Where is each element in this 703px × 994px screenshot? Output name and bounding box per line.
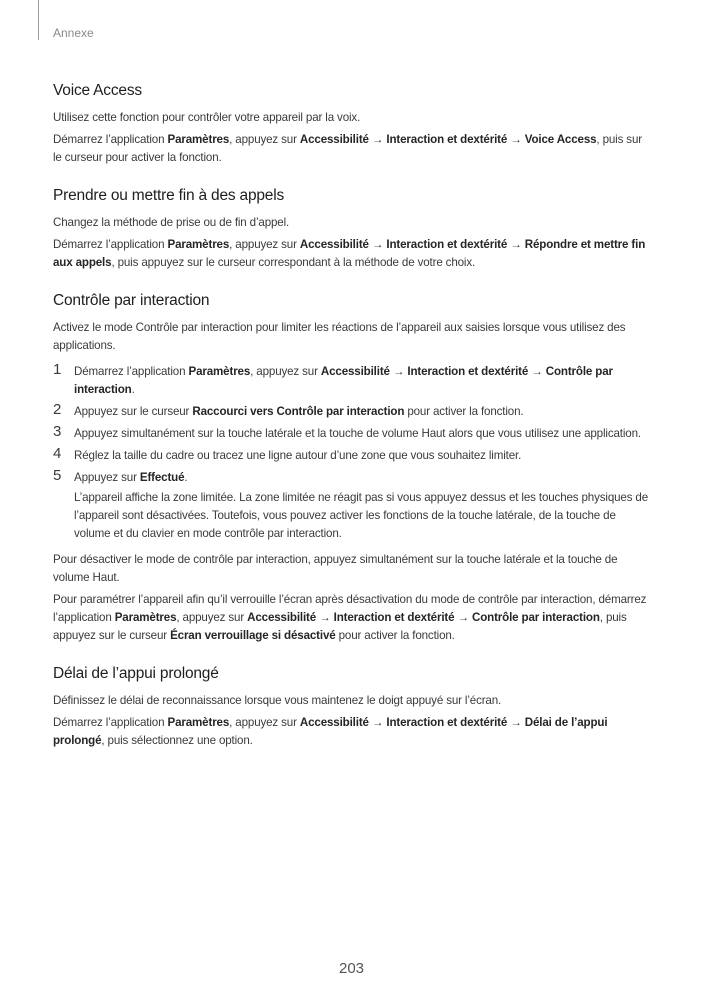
heading-long-press: Délai de l’appui prolongé: [53, 665, 219, 682]
page-content: [53, 82, 653, 770]
menu-path-bold: Paramètres: [167, 133, 230, 146]
steps-list: [53, 363, 653, 543]
menu-path-bold: Accessibilité → Interaction et dextérité → Voice Access: [299, 133, 597, 146]
section-interaction-control: [53, 292, 653, 645]
step-number: 2: [53, 401, 62, 418]
step-number: 1: [53, 361, 62, 378]
section-header: Annexe: [53, 26, 94, 40]
interaction-control-intro: Activez le mode Contrôle par interaction pour limiter les réactions de l’appareil aux saisies lorsque vous utilisez des applications.: [53, 321, 626, 352]
heading-interaction-control: Contrôle par interaction: [53, 292, 210, 309]
calls-instructions: Démarrez l’application Paramètres, appuyez sur Accessibilité → Interaction et dextérité → Répondre et mettre fin aux appels, puis appuyez sur le curseur correspondant à la méthode de votre choix.: [53, 238, 646, 269]
heading-voice-access: Voice Access: [53, 82, 142, 99]
long-press-instructions: Démarrez l’application Paramètres, appuyez sur Accessibilité → Interaction et dextérité → Délai de l’appui prolongé, puis sélectionnez une option.: [53, 716, 608, 747]
step-number: 3: [53, 423, 62, 440]
step-number: 5: [53, 467, 62, 484]
step-item: 2 Appuyez sur le curseur Raccourci vers Contrôle par interaction pour activer la fonction.: [53, 401, 524, 418]
step-item: 5 Appuyez sur Effectué. L’appareil affiche la zone limitée. La zone limitée ne réagit pas si vous appuyez dessus et les touches physiques de l’appareil sont désactivées. Toutefois, vous pouvez activer les fonctions de la touche latérale, de la touche de volume et du clavier en mode contrôle par interaction.: [53, 469, 653, 543]
step-note: L’appareil affiche la zone limitée. La zone limitée ne réagit pas si vous appuyez dessus et les touches physiques de l’appareil sont désactivées. Toutefois, vous pouvez activer les fonctions de la touche latérale, de la touche de volume et du clavier en mode contrôle par interaction.: [74, 491, 649, 540]
section-long-press: [53, 665, 653, 750]
header-divider-line: [38, 0, 39, 40]
step-item: 1 Démarrez l’application Paramètres, appuyez sur Accessibilité → Interaction et dextérité → Contrôle par interaction.: [53, 361, 613, 396]
calls-description: Changez la méthode de prise ou de fin d’appel.: [53, 216, 290, 229]
lock-instructions: Pour paramétrer l’appareil afin qu’il verrouille l’écran après désactivation du mode de contrôle par interaction, démarrez l’application Paramètres, appuyez sur Accessibilité → Interaction et dextérité → Contrôle par interaction, puis appuyez sur le curseur Écran verrouillage si désactivé pour activer la fonction.: [53, 593, 647, 642]
section-calls: [53, 187, 653, 272]
menu-path-bold: Accessibilité → Interaction et dextérité → Répondre et mettre fin aux appels: [53, 238, 646, 269]
voice-access-description: Utilisez cette fonction pour contrôler votre appareil par la voix.: [53, 111, 361, 124]
section-voice-access: [53, 82, 653, 167]
heading-calls: Prendre ou mettre fin à des appels: [53, 187, 285, 204]
step-item: 4 Réglez la taille du cadre ou tracez une ligne autour d’une zone que vous souhaitez limiter.: [53, 445, 522, 462]
disable-instructions: Pour désactiver le mode de contrôle par interaction, appuyez simultanément sur la touche latérale et la touche de volume Haut.: [53, 553, 618, 584]
page-number: 203: [338, 960, 365, 977]
voice-access-instructions: Démarrez l’application Paramètres, appuyez sur Accessibilité → Interaction et dextérité → Voice Access, puis sur le curseur pour activer la fonction.: [53, 133, 642, 164]
long-press-description: Définissez le délai de reconnaissance lorsque vous maintenez le doigt appuyé sur l’écran.: [53, 694, 502, 707]
menu-path-bold: Paramètres: [167, 238, 230, 251]
step-item: 3 Appuyez simultanément sur la touche latérale et la touche de volume Haut alors que vous utilisez une application.: [53, 423, 641, 440]
step-number: 4: [53, 445, 62, 462]
